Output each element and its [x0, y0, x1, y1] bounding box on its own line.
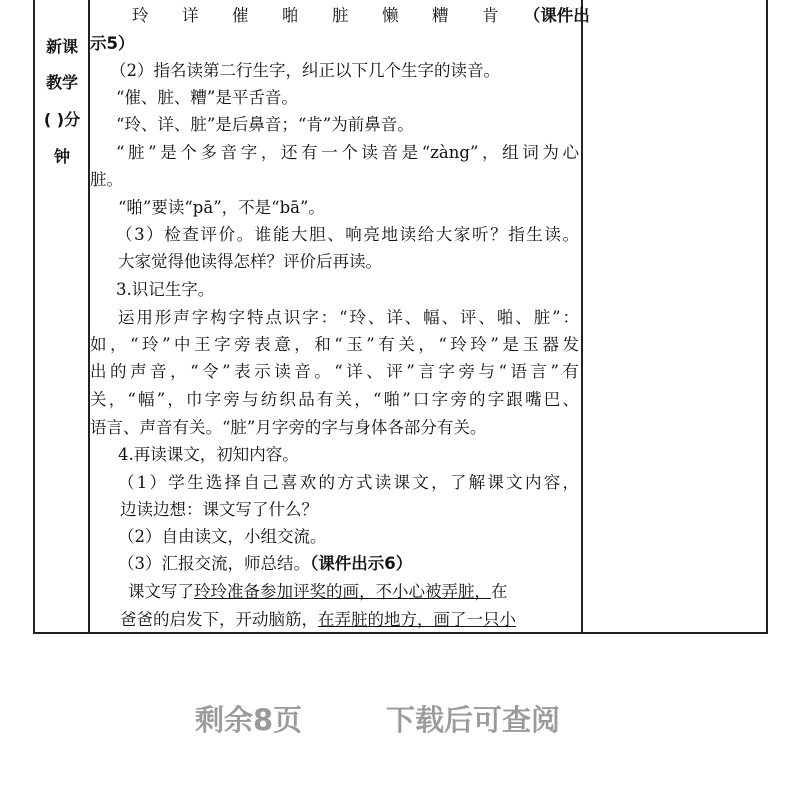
section-label: 教学	[45, 73, 78, 92]
text-line: 4.再读课文，初知内容。	[118, 445, 299, 464]
text-line: 玲 详 催 啪 脏 懒 糟 肯 （课件出	[132, 6, 590, 25]
text-line: 关，“幅”，巾字旁与纺织品有关，“啪”口字旁的字跟嘴巴、	[90, 390, 579, 409]
text-line: 脏。	[90, 170, 123, 189]
section-label: 新课	[45, 37, 78, 56]
text-line: “玲、详、脏”是后鼻音；“肯”为前鼻音。	[116, 115, 414, 134]
text-line: （3）检查评价。谁能大胆、响亮地读给大家听？指生读。	[116, 225, 579, 244]
text-line: 3.识记生字。	[116, 280, 215, 299]
text-line: “啪”要读“pā”，不是“bā”。	[118, 198, 325, 217]
text-line: 爸爸的启发下，开动脑筋，在弄脏的地方，画了一只小	[120, 610, 516, 629]
text-line: 出的声音，“令”表示读音。“详、评”言字旁与“语言”有	[90, 362, 579, 381]
text-line: 语言、声音有关。“脏”月字旁的字与身体各部分有关。	[90, 418, 487, 437]
text-line: 如，“玲”中王字旁表意，和“玉”有关，“玲玲”是玉器发	[90, 335, 579, 354]
table-border-left	[33, 0, 35, 634]
table-border-right	[766, 0, 768, 634]
text-line: （2）指名读第二行生字，纠正以下几个生字的读音。	[110, 61, 500, 80]
section-label: ( )分	[43, 110, 81, 129]
text-line: （3）汇报交流，师总结。（课件出示6）	[118, 554, 413, 573]
section-label: 钟	[53, 147, 70, 166]
text-line: （2）自由读文，小组交流。	[118, 527, 327, 546]
download-prompt[interactable]: 下载后可查阅	[386, 703, 561, 737]
text-line: （1）学生选择自己喜欢的方式读课文，了解课文内容，	[118, 473, 579, 492]
text-line: 示5）	[90, 34, 135, 53]
text-line: 课文写了玲玲准备参加评奖的画，不小心被弄脏，在	[128, 582, 508, 601]
table-border-col2	[581, 0, 583, 634]
text-line: 运用形声字构字特点识字：“玲、详、幅、评、啪、脏”：	[118, 308, 579, 327]
table-border-bottom	[33, 632, 768, 634]
text-line: 大家觉得他读得怎样？评价后再读。	[118, 252, 382, 271]
text-line: 边读边想：课文写了什么？	[120, 500, 318, 519]
remaining-pages-label: 剩余8页	[195, 703, 303, 737]
text-line: “催、脏、糟”是平舌音。	[116, 88, 298, 107]
text-line: “脏”是个多音字，还有一个读音是“zàng”，组词为心	[116, 143, 579, 162]
table-border-col	[88, 0, 90, 634]
